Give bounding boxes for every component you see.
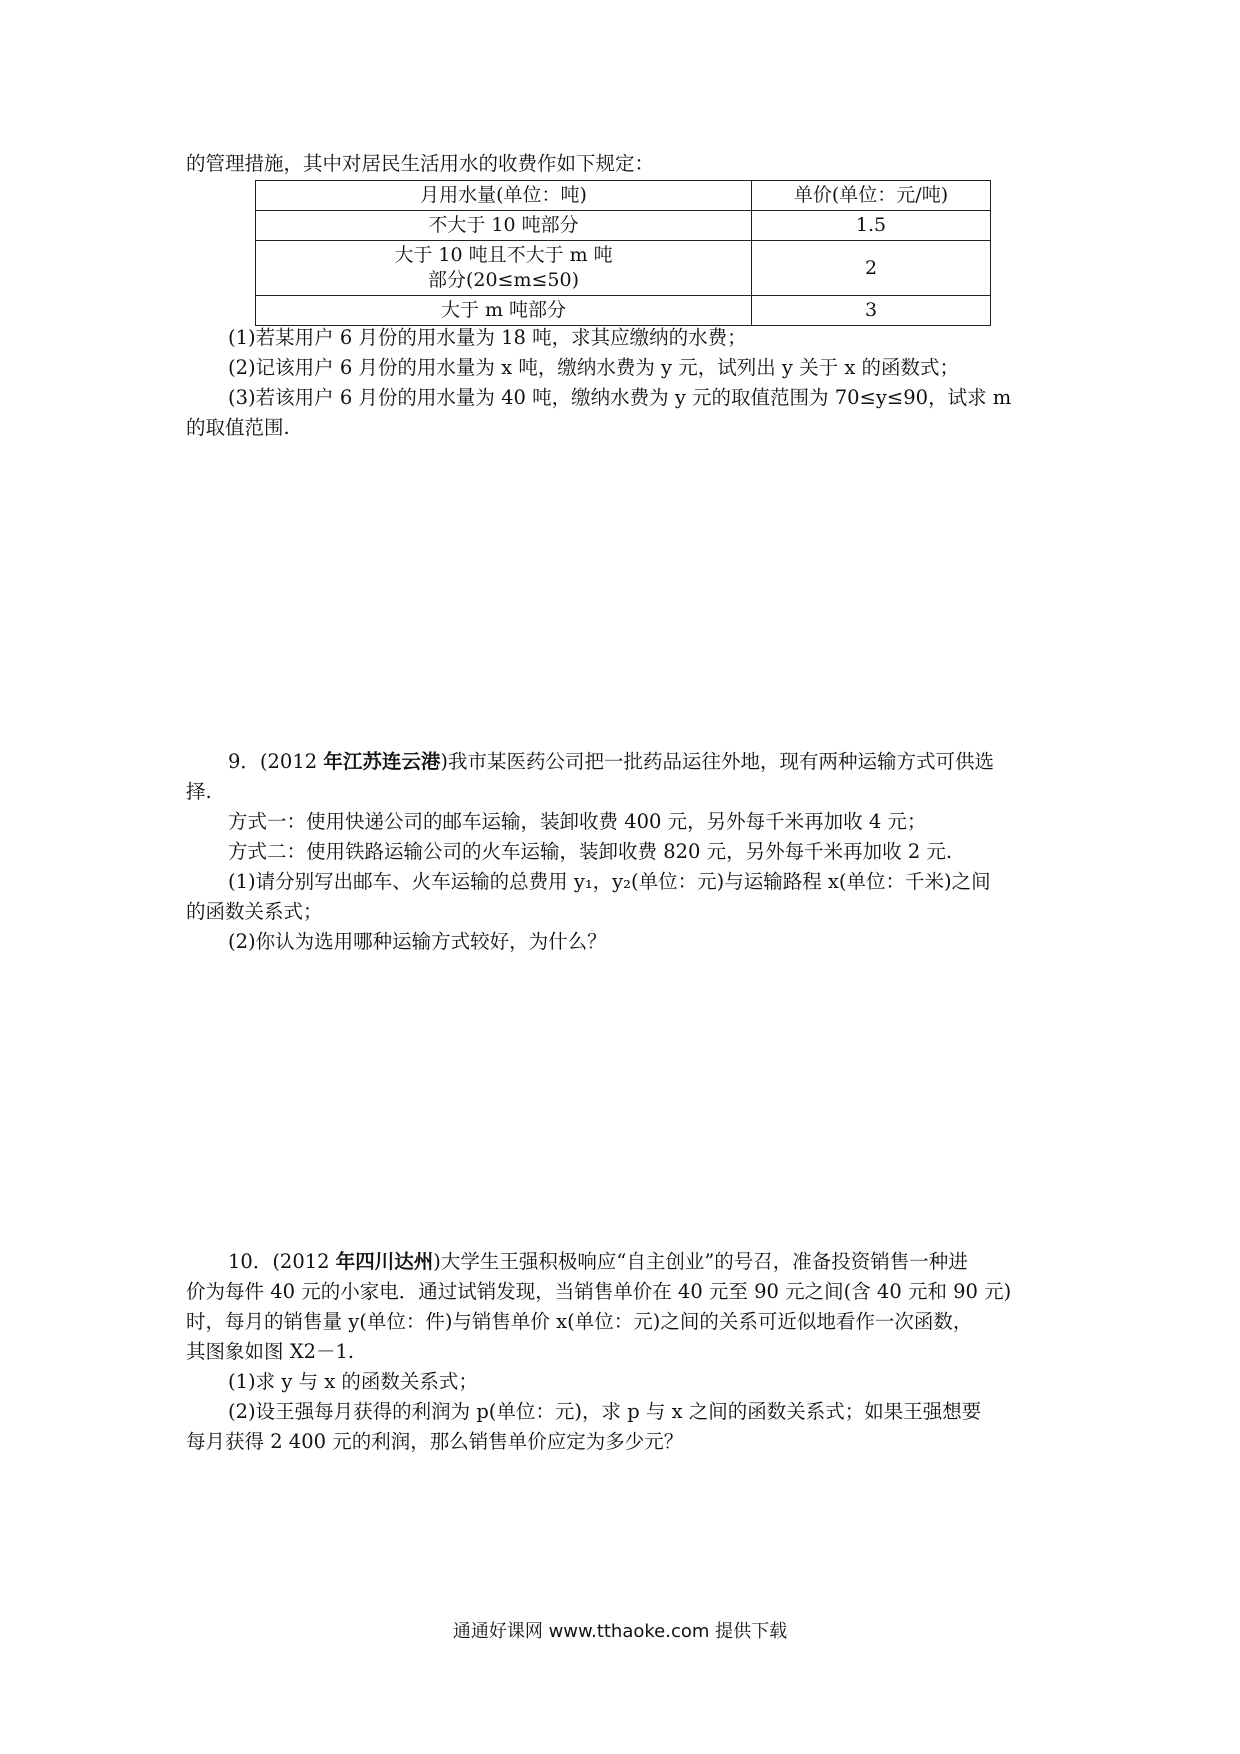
range-text-line2: 部分(20≤m≤50) [427,269,580,291]
q8-part2: (2)记该用户 6 月份的用水量为 x 吨，缴纳水费为 y 元，试列出 y 关于 x 的函数式； [228,356,960,379]
q10-source: 年四川达州 [335,1250,434,1273]
table-header-usage: 月用水量(单位：吨) [256,181,752,211]
q9-part1-line1: (1)请分别写出邮车、火车运输的总费用 y₁，y₂(单位：元)与运输路程 x(单位：千米)之间 [228,870,991,893]
q10-stem-line3: 时，每月的销售量 y(单位：件)与销售单价 x(单位：元)之间的关系可近似地看作一次函数， [186,1310,973,1333]
q10-number: 10．(2012 [228,1250,336,1273]
table-cell-price: 1.5 [752,211,991,241]
range-text: 大于 m 吨部分 [440,299,567,321]
q9-way1: 方式一：使用快递公司的邮车运输，装卸收费 400 元，另外每千米再加收 4 元； [228,810,927,833]
q10-stem-line4: 其图象如图 X2－1. [186,1340,355,1363]
q10-stem-text: )大学生王强积极响应“自主创业”的号召，准备投资销售一种进 [433,1250,968,1273]
table-header-price: 单价(单位：元/吨) [752,181,991,211]
q8-part3-line2: 的取值范围. [186,416,290,439]
table-cell-price: 3 [752,296,991,326]
table-cell-range [256,211,752,241]
q9-stem-line2: 择. [186,780,212,803]
q9-part2: (2)你认为选用哪种运输方式较好，为什么？ [228,930,607,953]
table-cell-range [256,241,752,296]
q8-part1: (1)若某用户 6 月份的用水量为 18 吨，求其应缴纳的水费； [228,326,747,349]
table-row [256,211,991,241]
q10-part1: (1)求 y 与 x 的函数关系式； [228,1370,478,1393]
q9-stem-line1 [228,748,1108,776]
table-header-row [256,181,991,211]
range-text: 不大于 10 吨部分 [428,214,579,236]
q9-stem-text: )我市某医药公司把一批药品运往外地，现有两种运输方式可供选 [440,750,994,773]
q9-part1-line2: 的函数关系式； [186,900,323,923]
table-cell-range [256,296,752,326]
q9-source: 年江苏连云港 [323,750,441,773]
q10-stem-line2: 价为每件 40 元的小家电．通过试销发现，当销售单价在 40 元至 90 元之间(含 40 元和 90 元) [186,1280,1012,1303]
intro-text: 的管理措施，其中对居民生活用水的收费作如下规定： [186,152,655,175]
page-footer: 通通好课网 www.tthaoke.com 提供下载 [452,1621,788,1642]
q9-way2: 方式二：使用铁路运输公司的火车运输，装卸收费 820 元，另外每千米再加收 2 元. [228,840,953,863]
q8-part3-line1: (3)若该用户 6 月份的用水量为 40 吨，缴纳水费为 y 元的取值范围为 70≤y≤90，试求 m [228,386,1012,409]
range-text-line1: 大于 10 吨且不大于 m 吨 [394,244,613,266]
water-fee-table [255,180,991,326]
q10-stem-line1 [228,1248,1108,1276]
q10-part2-line1: (2)设王强每月获得的利润为 p(单位：元)，求 p 与 x 之间的函数关系式；如果王强想要 [228,1400,982,1423]
q10-part2-line2: 每月获得 2 400 元的利润，那么销售单价应定为多少元？ [186,1430,684,1453]
table-cell-price: 2 [752,241,991,296]
q9-number: 9．(2012 [228,750,324,773]
table-row [256,296,991,326]
table-row [256,241,991,296]
